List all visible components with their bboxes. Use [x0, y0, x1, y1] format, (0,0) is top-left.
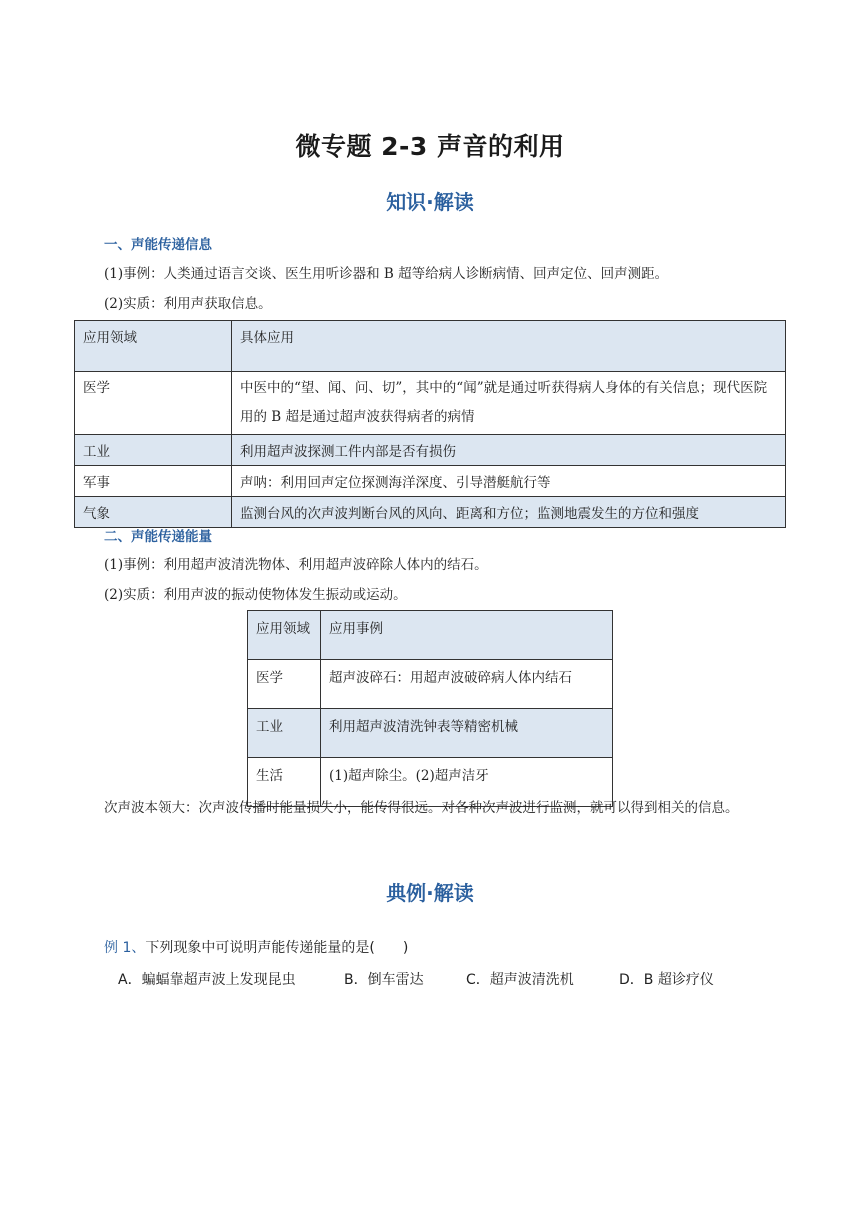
- table-row: [248, 660, 613, 709]
- part2-line2: (2)实质：利用声波的振动使物体发生振动或运动。: [104, 587, 407, 603]
- table-header-cell: 应用事例: [321, 611, 613, 660]
- table-cell-application: 中医中的“望、闻、问、切”，其中的“闻”就是通过听获得病人身体的有关信息；现代医院用的 B 超是通过超声波获得病者的病情: [232, 372, 786, 435]
- info-application-table: [74, 320, 786, 528]
- infrasound-note: 次声波本领大：次声波传播时能量损失小，能传得很远。对各种次声波进行监测，就可以得到相关的信息。: [104, 800, 739, 816]
- table-cell-application: (1)超声除尘。(2)超声洁牙: [321, 758, 613, 807]
- table-row: [75, 466, 786, 497]
- table-row: [248, 709, 613, 758]
- table-cell-field: 医学: [248, 660, 321, 709]
- table-row: [75, 435, 786, 466]
- table-row: [75, 497, 786, 528]
- energy-application-table: [247, 610, 613, 807]
- page-title: 微专题 2-3 声音的利用: [295, 132, 565, 161]
- part1-line1: (1)事例：人类通过语言交谈、医生用听诊器和 B 超等给病人诊断病情、回声定位、回声测距。: [104, 266, 669, 282]
- table-cell-field: 医学: [75, 372, 232, 435]
- option-a[interactable]: A．蝙蝠靠超声波上发现昆虫: [118, 972, 296, 988]
- part2-line1: (1)事例：利用超声波清洗物体、利用超声波碎除人体内的结石。: [104, 557, 488, 573]
- option-b[interactable]: B．倒车雷达: [344, 972, 424, 988]
- table-cell-application: 监测台风的次声波判断台风的风向、距离和方位；监测地震发生的方位和强度: [232, 497, 786, 528]
- part1-line2: (2)实质：利用声获取信息。: [104, 296, 272, 312]
- section-heading-knowledge: 知识·解读: [386, 190, 474, 214]
- part1-heading: 一、声能传递信息: [104, 237, 212, 253]
- table-header-cell: 具体应用: [232, 321, 786, 372]
- example-1-question: [104, 937, 408, 957]
- example-1-label: 例 1、: [104, 940, 146, 956]
- option-d[interactable]: D．B 超诊疗仪: [619, 972, 714, 988]
- table-cell-application: 利用超声波探测工件内部是否有损伤: [232, 435, 786, 466]
- table-cell-application: 声呐：利用回声定位探测海洋深度、引导潜艇航行等: [232, 466, 786, 497]
- table-cell-field: 工业: [75, 435, 232, 466]
- part2-heading: 二、声能传递能量: [104, 529, 212, 545]
- table-cell-field: 气象: [75, 497, 232, 528]
- option-c[interactable]: C．超声波清洗机: [466, 972, 574, 988]
- table-cell-field: 工业: [248, 709, 321, 758]
- table-header-row: [248, 611, 613, 660]
- table-cell-application: 超声波碎石：用超声波破碎病人体内结石: [321, 660, 613, 709]
- table-row: [75, 372, 786, 435]
- table-header-row: [75, 321, 786, 372]
- table-cell-field: 军事: [75, 466, 232, 497]
- table-header-cell: 应用领域: [75, 321, 232, 372]
- table-header-cell: 应用领域: [248, 611, 321, 660]
- table-cell-application: 利用超声波清洗钟表等精密机械: [321, 709, 613, 758]
- table-cell-field: 生活: [248, 758, 321, 807]
- section-heading-examples: 典例·解读: [386, 881, 474, 905]
- example-1-text: 下列现象中可说明声能传递能量的是( ): [145, 940, 409, 956]
